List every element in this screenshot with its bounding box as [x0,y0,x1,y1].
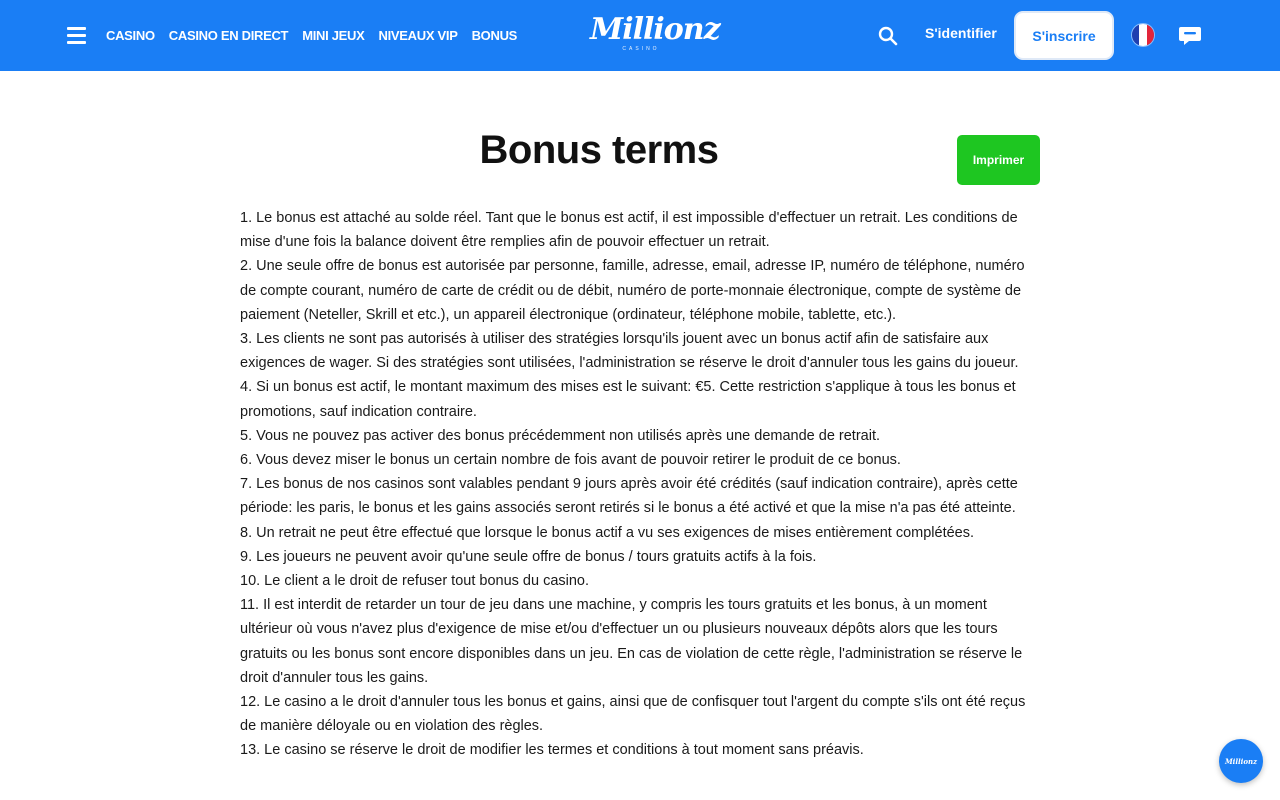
term-item: 13. Le casino se réserve le droit de modifier les termes et conditions à tout moment sans préavis. [240,742,864,759]
site-header [0,0,1280,71]
nav-casino[interactable]: CASINO [106,28,155,43]
term-item: 7. Les bonus de nos casinos sont valables pendant 9 jours après avoir été crédités (sauf indication contraire), après cette période: les paris, le bonus et les gains associés seront retirés si le bonus a été activé et que la mise n'a pas été atteinte. [240,476,1018,517]
nav-casino-en-direct[interactable]: CASINO EN DIRECT [168,28,289,43]
chat-widget-button[interactable] [1219,739,1263,783]
french-flag-icon[interactable] [1132,24,1154,46]
search-icon[interactable] [878,26,898,46]
chat-icon[interactable] [1178,24,1202,48]
nav-niveaux-vip[interactable]: NIVEAUX VIP [378,28,458,43]
print-button[interactable]: Imprimer [957,135,1040,185]
nav-bonus[interactable]: BONUS [471,28,518,43]
term-item: 11. Il est interdit de retarder un tour de jeu dans une machine, y compris les tours gratuits et les bonus, à un moment ultérieur où vous n'avez plus d'exigence de mise et/ou d'effectuer un ou plusieurs nouveaux dépôts alors que les tours gratuits ou les bonus sont encore disponibles dans un jeu. En cas de violation de cette règle, l'administration se réserve le droit d'annuler tous les gains. [240,597,1023,686]
millionz-logo[interactable] [590,12,720,54]
logo-wordmark: Millionz [590,12,720,47]
term-item: 6. Vous devez miser le bonus un certain nombre de fois avant de pouvoir retirer le produit de ce bonus. [240,452,901,469]
term-item: 3. Les clients ne sont pas autorisés à utiliser des stratégies lorsqu'ils jouent avec un bonus actif afin de satisfaire aux exigences de wager. Si des stratégies sont utilisées, l'administration se réserve le droit d'annuler tous les gains du joueur. [240,331,1019,372]
term-item: 10. Le client a le droit de refuser tout bonus du casino. [240,573,590,590]
main-nav [106,0,531,71]
term-item: 9. Les joueurs ne peuvent avoir qu'une seule offre de bonus / tours gratuits actifs à la fois. [240,548,817,565]
logo-subtitle: CASINO [622,46,660,52]
login-link[interactable]: S'identifier [925,25,997,41]
terms-list [240,206,1040,763]
menu-icon[interactable] [67,27,86,44]
term-item: 2. Une seule offre de bonus est autorisée par personne, famille, adresse, email, adresse IP, numéro de téléphone, numéro de compte courant, numéro de carte de crédit ou de débit, numéro de porte-monnaie électronique, compte de système de paiement (Neteller, Skrill et etc.), un appareil électronique (ordinateur, téléphone mobile, tablette, etc.). [240,258,1025,323]
page-title: Bonus terms [479,128,719,172]
term-item: 12. Le casino a le droit d'annuler tous les bonus et gains, ainsi que de confisquer tout l'argent du compte s'ils ont été reçus de manière déloyale ou en violation des règles. [240,694,1026,735]
term-item: 1. Le bonus est attaché au solde réel. Tant que le bonus est actif, il est impossible d'effectuer un retrait. Les conditions de mise d'une fois la balance doivent être remplies afin de pouvoir effectuer un retrait. [240,210,1018,251]
term-item: 8. Un retrait ne peut être effectué que lorsque le bonus actif a vu ses exigences de mises entièrement complétées. [240,524,975,541]
term-item: 5. Vous ne pouvez pas activer des bonus précédemment non utilisés après une demande de retrait. [240,427,881,444]
nav-mini-jeux[interactable]: MINI JEUX [302,28,365,43]
signup-button[interactable]: S'inscrire [1014,11,1114,60]
chat-widget-logo: Millionz [1224,756,1258,766]
term-item: 4. Si un bonus est actif, le montant maximum des mises est le suivant: €5. Cette restriction s'applique à tous les bonus et promotions, sauf indication contraire. [240,379,1016,420]
